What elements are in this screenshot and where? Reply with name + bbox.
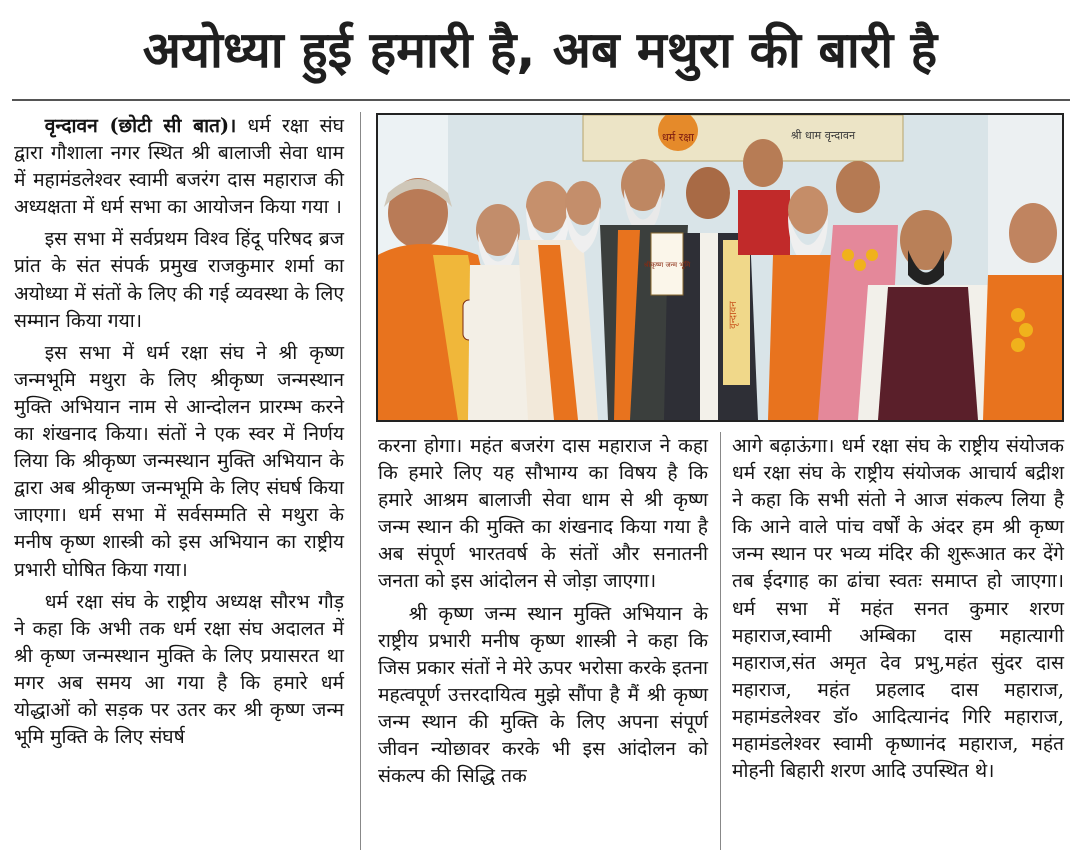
banner-text-2: श्री धाम वृन्दावन bbox=[790, 129, 856, 142]
article-paragraph bbox=[14, 112, 344, 220]
paragraph-text: धर्म रक्षा संघ द्वारा गौशाला नगर स्थित श्री बालाजी सेवा धाम में महामंडलेश्वर स्वामी बजरंग दास महाराज की अध्यक्षता में धर्म सभा का आयोजन किया गया । bbox=[14, 114, 344, 219]
person-back-right bbox=[738, 139, 790, 255]
dateline: वृन्दावन (छोटी सी बात)। bbox=[44, 114, 237, 137]
article-column-1 bbox=[14, 112, 344, 755]
article-paragraph: धर्म रक्षा संघ के राष्ट्रीय अध्यक्ष सौरभ गौड़ ने कहा कि अभी तक धर्म रक्षा संघ अदालत में श्री कृष्ण जन्मस्थान मुक्ति के लिए प्रयासरत था मगर अब समय आ गया है कि हमारे धर्म योद्धाओं को सड़क पर उतर कर श्री कृष्ण जन्म भूमि मुक्ति के लिए संघर्ष bbox=[14, 589, 344, 749]
article-paragraph: करना होगा। महंत बजरंग दास महाराज ने कहा कि हमारे लिए यह सौभाग्य का विषय है कि हमारे आश्रम बालाजी सेवा धाम से श्री कृष्ण जन्म स्थान की मुक्ति का शंखनाद किया गया है अब संपूर्ण भारतवर्ष के संतों और सनातनी जनता को इस आंदोलन से जोड़ा जाएगा। bbox=[378, 434, 709, 593]
article-paragraph: आगे बढ़ाऊंगा। धर्म रक्षा संघ के राष्ट्रीय संयोजक धर्म रक्षा संघ के राष्ट्रीय संयोजक आचार्य बद्रीश ने कहा कि सभी संतो ने आज संकल्प लिया है कि आने वाले पांच वर्षों के अंदर हम श्री कृष्ण जन्म स्थान पर भव्य मंदिर की शुरूआत कर देंगे तब ईदगाह का ढांचा स्वतः समाप्त हो जाएगा। धर्म सभा में महंत सनत कुमार शरण महाराज,स्वामी अम्बिका दास महात्यागी महाराज,संत अमृत देव प्रभु,महंत सुंदर दास महाराज, महंत प्रहलाद दास महाराज, महामंडलेश्वर डॉ० आदित्यानंद गिरि महाराज, महामंडलेश्वर स्वामी कृष्णानंद महाराज, महंत मोहनी बिहारी शरण आदि उपस्थित थे। bbox=[732, 434, 1064, 783]
column-separator bbox=[720, 432, 721, 850]
column-separator bbox=[360, 112, 361, 850]
shawl-text: वृन्दावन bbox=[728, 301, 739, 329]
article-column-2 bbox=[378, 432, 708, 794]
photo-illustration bbox=[378, 115, 1062, 420]
headline: अयोध्या हुई हमारी है, अब मथुरा की बारी है bbox=[142, 21, 938, 79]
news-photo bbox=[376, 113, 1064, 422]
book-text: श्रीकृष्ण जन्म भूमि bbox=[643, 261, 691, 269]
article-paragraph: इस सभा में सर्वप्रथम विश्व हिंदू परिषद ब्रज प्रांत के संत संपर्क प्रमुख राजकुमार शर्मा का अयोध्या में संतों के लिए की गई व्यवस्था के लिए सम्मान किया गया। bbox=[14, 227, 344, 332]
article-column-3 bbox=[732, 432, 1064, 789]
article-paragraph: इस सभा में धर्म रक्षा संघ ने श्री कृष्ण जन्मभूमि मथुरा के लिए श्रीकृष्ण जन्मस्थान मुक्ति अभियान नाम से आन्दोलन प्रारम्भ करने का शंखनाद किया। संतों ने एक स्वर में निर्णय लिया कि श्रीकृष्ण जन्मस्थान मुक्ति अभियान के द्वारा अब श्रीकृष्ण जन्मभूमि के लिए संघर्ष किया जाएगा। धर्म सभा में सर्वसम्मति से मथुरा के मनीष कृष्ण शास्त्री को इस अभियान का राष्ट्रीय प्रभारी घोषित किया गया। bbox=[14, 340, 344, 581]
headline-rule bbox=[12, 99, 1070, 101]
banner-text: धर्म रक्षा bbox=[661, 131, 695, 144]
article-paragraph: श्री कृष्ण जन्म स्थान मुक्ति अभियान के राष्ट्रीय प्रभारी मनीष कृष्ण शास्त्री ने कहा कि जिस प्रकार संतों ने मेरे ऊपर भरोसा करके इतना महत्वपूर्ण उत्तरदायित्व मुझे सौंपा है मैं श्री कृष्ण जन्म स्थान की मुक्ति के लिए अपना संपूर्ण जीवन न्योछावर करके भी इस आंदोलन को संकल्प की सिद्धि तक bbox=[378, 601, 708, 788]
